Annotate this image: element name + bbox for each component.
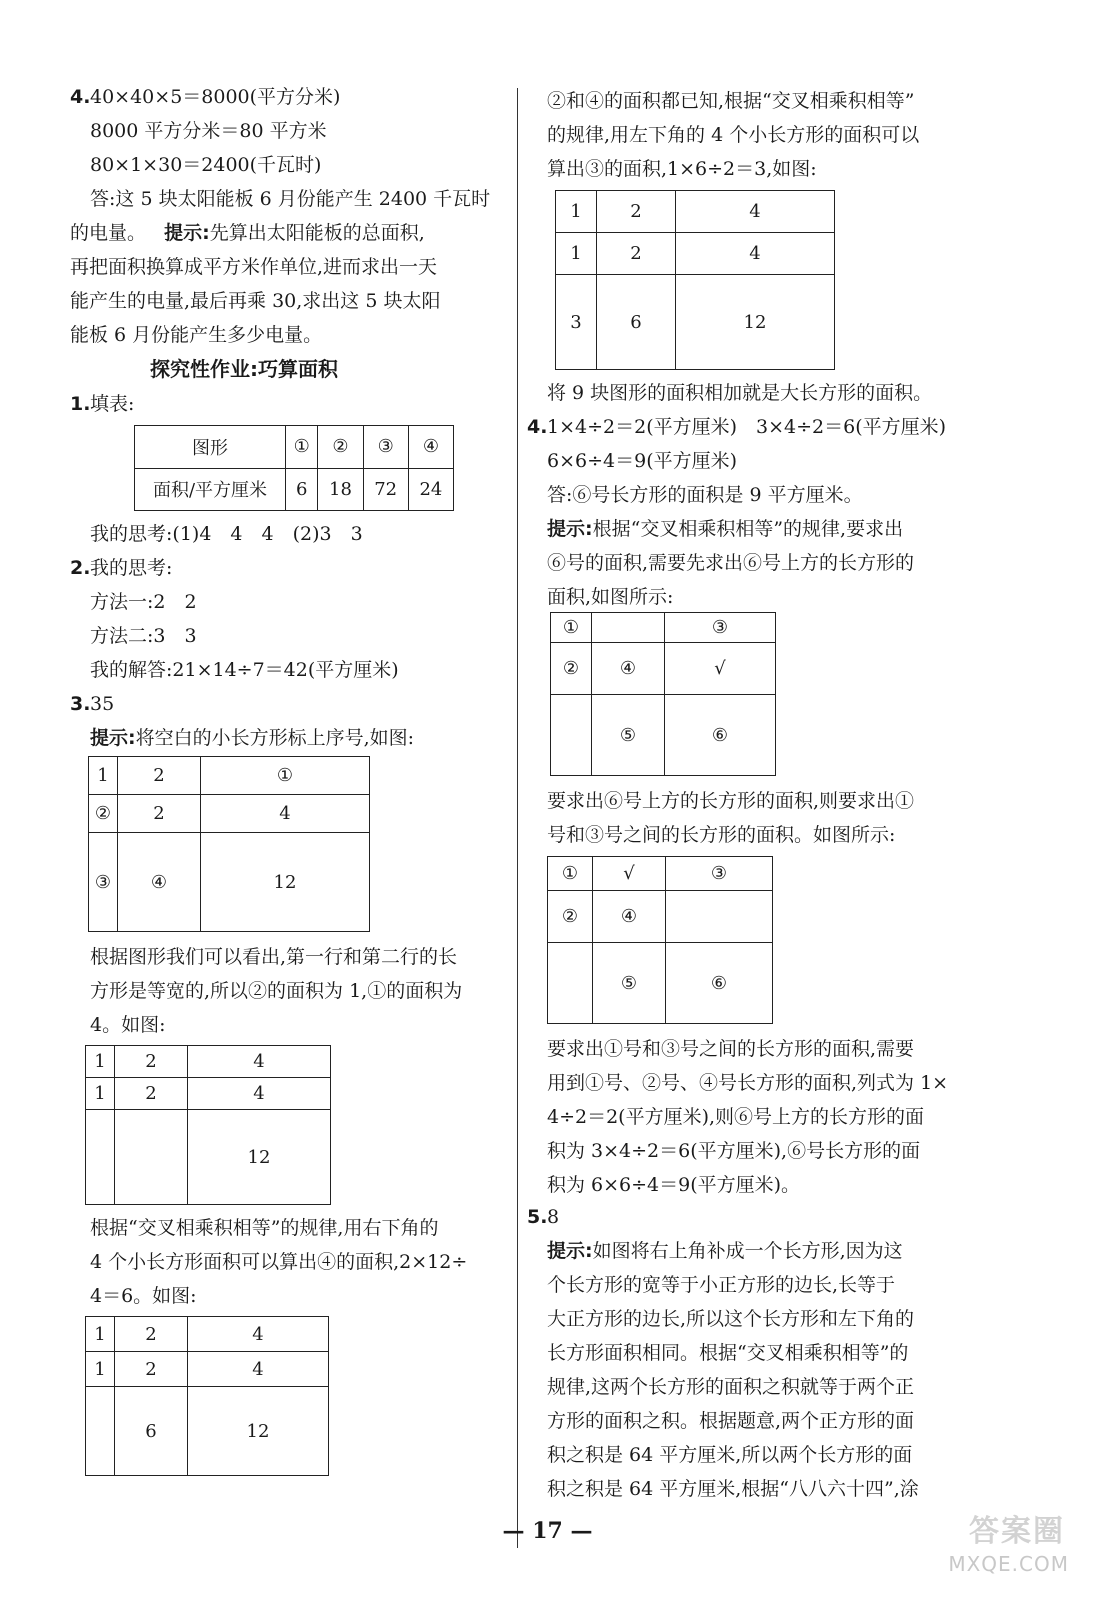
grid-cell: ② [551, 643, 592, 695]
explanation-line: 算出③的面积,1×6÷2＝3,如图: [547, 158, 817, 180]
table-cell: 24 [408, 468, 453, 511]
grid-cell [115, 1110, 188, 1205]
grid-cell: 2 [115, 1352, 188, 1387]
grid-cell: ④ [593, 891, 666, 943]
grid-cell: ① [201, 757, 370, 795]
explanation-line: 方形是等宽的,所以②的面积为 1,①的面积为 [90, 980, 463, 1002]
answer-value: 35 [90, 693, 115, 715]
grid-cell: 2 [118, 795, 201, 833]
grid-cell: 4 [188, 1352, 329, 1387]
question-number: 1. [70, 393, 91, 415]
table-cell: 18 [318, 468, 363, 511]
grid-cell: ② [548, 891, 593, 943]
section-title: 探究性作业:巧算面积 [150, 357, 338, 381]
grid-cell: 12 [676, 275, 835, 370]
method-line: 方法二:3 3 [90, 625, 197, 647]
grid-cell: 1 [556, 191, 597, 233]
table-header-cell: ③ [363, 426, 408, 469]
grid-cell: 2 [597, 233, 676, 275]
grid-cell: 1 [89, 757, 118, 795]
grid-cell [86, 1110, 115, 1205]
hint-line: ⑥号的面积,需要先求出⑥号上方的长方形的 [547, 552, 915, 574]
thinking-line: 我的思考:(1)4 4 4 (2)3 3 [90, 523, 363, 545]
hint-line: 大正方形的边长,所以这个长方形和左下角的 [547, 1308, 915, 1330]
method-line: 方法一:2 2 [90, 591, 197, 613]
grid-cell: 12 [201, 833, 370, 932]
explanation-line: 根据图形我们可以看出,第一行和第二行的长 [90, 946, 458, 968]
grid-figure-1 [88, 756, 370, 932]
question-number: 4. [527, 416, 548, 438]
hint-line: 能产生的电量,最后再乘 30,求出这 5 块太阳 [70, 290, 441, 312]
grid-cell: ⑥ [666, 943, 773, 1024]
hint-text: 将空白的小长方形标上序号,如图: [135, 727, 415, 749]
explanation-line: 4 个小长方形面积可以算出④的面积,2×12÷ [90, 1251, 468, 1273]
table-row [135, 426, 454, 469]
grid-figure-5 [550, 612, 776, 776]
area-table [134, 425, 454, 511]
hint-label: 提示: [164, 222, 210, 244]
grid-cell: ③ [666, 857, 773, 891]
question-number: 2. [70, 557, 91, 579]
watermark-url: MXQE.COM [948, 1552, 1069, 1576]
explanation-line: 将 9 块图形的面积相加就是大长方形的面积。 [547, 382, 933, 404]
grid-cell: ④ [592, 643, 665, 695]
hint-line: 长方形面积相同。根据“交叉相乘积相等”的 [547, 1342, 909, 1364]
grid-cell: ② [89, 795, 118, 833]
grid-cell: ⑤ [593, 943, 666, 1024]
watermark [887, 1510, 1077, 1580]
calc-line: 6×6÷4＝9(平方厘米) [547, 450, 738, 472]
table-cell: 72 [363, 468, 408, 511]
hint-line: 面积,如图所示: [547, 586, 674, 608]
table-cell: 面积/平方厘米 [135, 468, 286, 511]
grid-cell: 6 [115, 1387, 188, 1476]
answer-line [70, 218, 425, 248]
hint-line [547, 514, 903, 544]
grid-cell: 12 [188, 1110, 331, 1205]
grid-cell: 12 [188, 1387, 329, 1476]
grid-cell: 3 [556, 275, 597, 370]
grid-cell: ③ [665, 613, 776, 643]
grid-figure-2 [85, 1045, 331, 1205]
hint-text: 根据“交叉相乘积相等”的规律,要求出 [592, 518, 904, 540]
grid-cell: 4 [188, 1078, 331, 1110]
grid-cell [86, 1387, 115, 1476]
grid-figure-6 [547, 856, 773, 1024]
hint-line: 再把面积换算成平方米作单位,进而求出一天 [70, 256, 438, 278]
question-number: 5. [527, 1206, 548, 1228]
calc-line: 1×4÷2＝2(平方厘米) 3×4÷2＝6(平方厘米) [547, 416, 947, 438]
question-number: 4. [70, 86, 91, 108]
table-header-cell: ① [286, 426, 318, 469]
grid-figure-4 [555, 190, 835, 370]
grid-cell: 1 [556, 233, 597, 275]
page-number: — 17 — [502, 1518, 593, 1544]
check-mark-cell: √ [665, 643, 776, 695]
hint-line: 个长方形的宽等于小正方形的边长,长等于 [547, 1274, 896, 1296]
explanation-line: 号和③号之间的长方形的面积。如图所示: [547, 824, 896, 846]
answer-value: 8 [547, 1206, 560, 1228]
grid-cell: 6 [597, 275, 676, 370]
grid-cell: 1 [86, 1317, 115, 1352]
grid-cell: 1 [86, 1078, 115, 1110]
hint-line [547, 1236, 903, 1266]
grid-cell: 2 [118, 757, 201, 795]
grid-cell: 1 [86, 1352, 115, 1387]
grid-cell: ④ [118, 833, 201, 932]
table-header-cell: 图形 [135, 426, 286, 469]
grid-cell: ① [548, 857, 593, 891]
calc-line: 80×1×30＝2400(千瓦时) [90, 154, 322, 176]
grid-cell: ③ [89, 833, 118, 932]
answer-line: 答:⑥号长方形的面积是 9 平方厘米。 [547, 484, 863, 506]
grid-cell: ⑥ [665, 695, 776, 776]
table-header-cell: ② [318, 426, 363, 469]
grid-cell: 4 [676, 233, 835, 275]
explanation-line: 要求出⑥号上方的长方形的面积,则要求出① [547, 790, 915, 812]
explanation-line: 的规律,用左下角的 4 个小长方形的面积可以 [547, 124, 920, 146]
grid-cell: 4 [676, 191, 835, 233]
grid-cell [666, 891, 773, 943]
hint-text: 先算出太阳能板的总面积, [209, 222, 425, 244]
grid-cell [548, 943, 593, 1024]
grid-cell: 1 [86, 1046, 115, 1078]
hint-line: 积之积是 64 平方厘米,根据“八八六十四”,涂 [547, 1478, 919, 1500]
hint-line: 规律,这两个长方形的面积之积就等于两个正 [547, 1376, 915, 1398]
question-label: 我的思考: [90, 557, 173, 579]
grid-cell [551, 695, 592, 776]
answer-line: 答:这 5 块太阳能板 6 月份能产生 2400 千瓦时 [90, 188, 491, 210]
calc-line: 40×40×5＝8000(平方分米) [90, 86, 341, 108]
table-header-cell: ④ [408, 426, 453, 469]
check-mark-cell: √ [593, 857, 666, 891]
grid-cell: 2 [597, 191, 676, 233]
table-cell: 6 [286, 468, 318, 511]
grid-cell: 4 [188, 1046, 331, 1078]
explanation-line: 积为 6×6÷4＝9(平方厘米)。 [547, 1174, 801, 1196]
explanation-line: 用到①号、②号、④号长方形的面积,列式为 1× [547, 1072, 949, 1094]
grid-cell: ⑤ [592, 695, 665, 776]
explanation-line: 要求出①号和③号之间的长方形的面积,需要 [547, 1038, 915, 1060]
grid-cell: 2 [115, 1317, 188, 1352]
explanation-line: 积为 3×4÷2＝6(平方厘米),⑥号长方形的面 [547, 1140, 921, 1162]
column-divider [517, 88, 518, 1548]
answer-line-text: 的电量。 [70, 222, 147, 244]
grid-cell: ① [551, 613, 592, 643]
hint-label: 提示: [547, 1240, 593, 1262]
grid-cell: 4 [201, 795, 370, 833]
explanation-line: 4＝6。如图: [90, 1285, 197, 1307]
grid-cell: 2 [115, 1046, 188, 1078]
grid-cell [592, 613, 665, 643]
hint-label: 提示: [90, 727, 136, 749]
question-number: 3. [70, 693, 91, 715]
watermark-logo: 答案圈 [969, 1514, 1065, 1549]
grid-figure-3 [85, 1316, 329, 1476]
grid-cell: 4 [188, 1317, 329, 1352]
hint-line: 能板 6 月份能产生多少电量。 [70, 324, 323, 346]
question-label: 填表: [90, 393, 135, 415]
explanation-line: 4÷2＝2(平方厘米),则⑥号上方的长方形的面 [547, 1106, 925, 1128]
calc-line: 8000 平方分米＝80 平方米 [90, 120, 327, 142]
grid-cell: 2 [115, 1078, 188, 1110]
hint-text: 如图将右上角补成一个长方形,因为这 [592, 1240, 903, 1262]
table-row [135, 468, 454, 511]
explanation-line: 4。如图: [90, 1014, 166, 1036]
hint-line: 积之积是 64 平方厘米,所以两个长方形的面 [547, 1444, 913, 1466]
explanation-line: 根据“交叉相乘积相等”的规律,用右下角的 [90, 1217, 439, 1239]
hint-line [90, 723, 414, 753]
explanation-line: ②和④的面积都已知,根据“交叉相乘积相等” [547, 90, 915, 112]
hint-label: 提示: [547, 518, 593, 540]
answer-line: 我的解答:21×14÷7＝42(平方厘米) [90, 659, 399, 681]
hint-line: 方形的面积之积。根据题意,两个正方形的面 [547, 1410, 915, 1432]
